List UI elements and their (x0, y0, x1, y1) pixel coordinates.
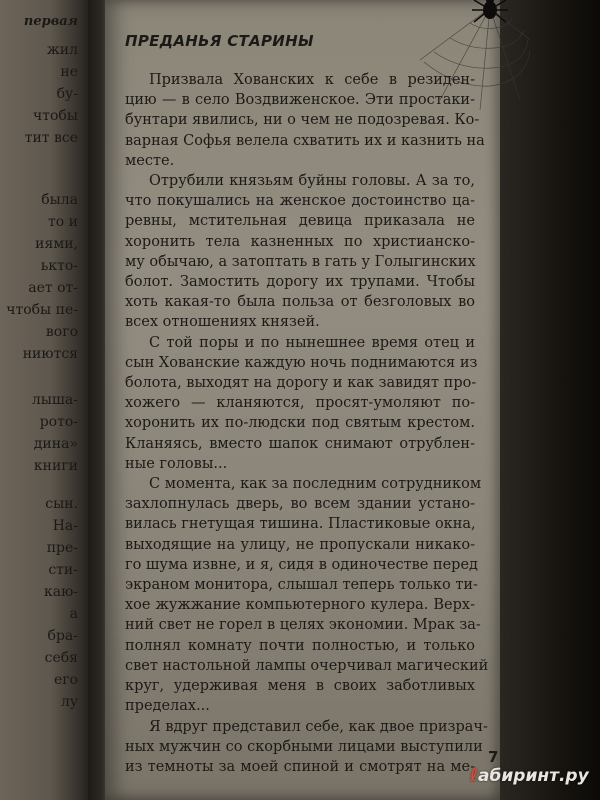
page-corner-mark: 7 (488, 748, 499, 766)
text-line: полнял комнату почти полностью, и только (125, 637, 475, 654)
text-line: хое жужжание компьютерного кулера. Верх- (125, 597, 475, 614)
left-page-fragment: книги (33, 458, 78, 474)
paragraph (125, 70, 485, 171)
left-page-fragment: лу (60, 694, 78, 710)
left-page-fragment: иями, (35, 236, 78, 252)
text-line: вилась гнетущая тишина. Пластиковые окна, (125, 516, 476, 533)
page-edge-shadow (500, 0, 600, 800)
watermark-text: абиринт.ру (478, 766, 589, 786)
left-page-fragment: а (69, 606, 78, 622)
text-line: пределах... (125, 698, 210, 715)
left-page-fragment: чтобы пе- (6, 302, 78, 318)
text-line: свет настольной лампы очерчивал магический (125, 657, 489, 674)
spider-icon (472, 0, 508, 22)
left-page-fragment: себя (44, 650, 78, 666)
text-line: болота, выходят на дорогу и как завидят про- (125, 375, 477, 392)
left-page-fragment: была (41, 192, 78, 208)
text-line: С момента, как за последним сотрудником (149, 476, 482, 493)
text-line: Отрубили князьям буйны головы. А за то, (149, 173, 475, 190)
text-line: хоронить их по-людски под святым крестом. (125, 415, 475, 432)
text-line: экраном монитора, слышал теперь только ти- (125, 577, 478, 594)
left-page-header: первая (23, 14, 78, 29)
paragraph (125, 717, 488, 778)
text-line: хоронить тела казненных по христианско- (125, 233, 475, 250)
text-line: Я вдруг представил себе, как двое призрач- (149, 718, 488, 735)
text-line: хожего — кланяются, просят-умоляют по- (125, 395, 475, 412)
text-line: ревны, мстительная девица приказала не (125, 213, 475, 230)
text-line: Кланяясь, вместо шапок снимают отрублен- (125, 435, 475, 452)
text-line: хоть какая-то была польза от безголовых во (125, 294, 475, 311)
body-text (125, 70, 489, 777)
left-page-fragment: чтобы (32, 108, 78, 124)
left-page-fragment: жил (46, 42, 78, 58)
text-line: из темноты за моей спиной и смотрят на ме- (125, 758, 475, 775)
left-page-fragment: вого (45, 324, 78, 340)
text-line: месте. (125, 152, 175, 169)
text-line: му обычаю, а затоптать в гать у Голыгинских (125, 253, 476, 270)
left-page (0, 0, 92, 800)
labirint-watermark (470, 766, 589, 786)
left-page-fragment: каю- (43, 584, 78, 600)
left-page-fragment: его (53, 672, 78, 688)
left-page-fragment: ает от- (28, 280, 78, 296)
left-page-fragment: сын. (45, 496, 78, 512)
labirint-logo-icon: ℓ (470, 766, 479, 786)
left-page-fragment: дина» (33, 436, 78, 452)
left-page-fragment: На- (52, 518, 78, 534)
left-page-fragment: ниются (22, 346, 78, 362)
left-page-fragment: лыша- (31, 392, 78, 408)
text-line: болот. Замостить дорогу их трупами. Чтобы (125, 274, 475, 291)
text-line: ных мужчин со скорбными лицами выступили (125, 738, 483, 755)
paragraph (125, 333, 478, 474)
left-page-fragment: бу- (56, 86, 78, 102)
text-line: круг, удерживая меня в своих заботливых (125, 678, 475, 695)
chapter-title: ПРЕДАНЬЯ СТАРИНЫ (125, 32, 314, 50)
left-page-fragment: то и (48, 214, 78, 230)
left-page-fragment: тит все (24, 130, 78, 146)
text-line: выходящие на улицу, не пропускали никако- (125, 536, 475, 553)
text-line: сын Хованские каждую ночь поднимаются из (125, 354, 478, 371)
paragraph (125, 171, 475, 333)
text-line: что покушались на женское достоинство ца- (125, 193, 475, 210)
left-page-fragment: сти- (48, 562, 78, 578)
left-page-fragment: рото- (39, 414, 78, 430)
text-line: всех отношениях князей. (125, 314, 320, 331)
text-line: го шума извне, и я, сидя в одиночестве перед (125, 556, 478, 573)
text-line: Призвала Хованских к себе в резиден- (149, 72, 475, 88)
text-line: С той поры и по нынешнее время отец и (149, 334, 475, 351)
text-line: цию — в село Воздвиженское. Эти простаки- (125, 92, 475, 109)
text-line: ний свет не горел в целях экономии. Мрак за- (125, 617, 481, 634)
left-page-fragment: ькто- (40, 258, 78, 274)
text-line: варная Софья велела схватить их и казнить на (125, 132, 485, 149)
text-line: ные головы... (125, 455, 228, 472)
paragraph (125, 474, 489, 716)
text-line: захлопнулась дверь, во всем здании устано- (125, 496, 475, 513)
left-page-fragment: не (60, 64, 78, 80)
left-page-fragment: бра- (47, 628, 78, 644)
text-line: бунтари явились, ни о чем не подозревая. Ко- (125, 112, 480, 129)
left-page-fragment: пре- (46, 540, 78, 556)
